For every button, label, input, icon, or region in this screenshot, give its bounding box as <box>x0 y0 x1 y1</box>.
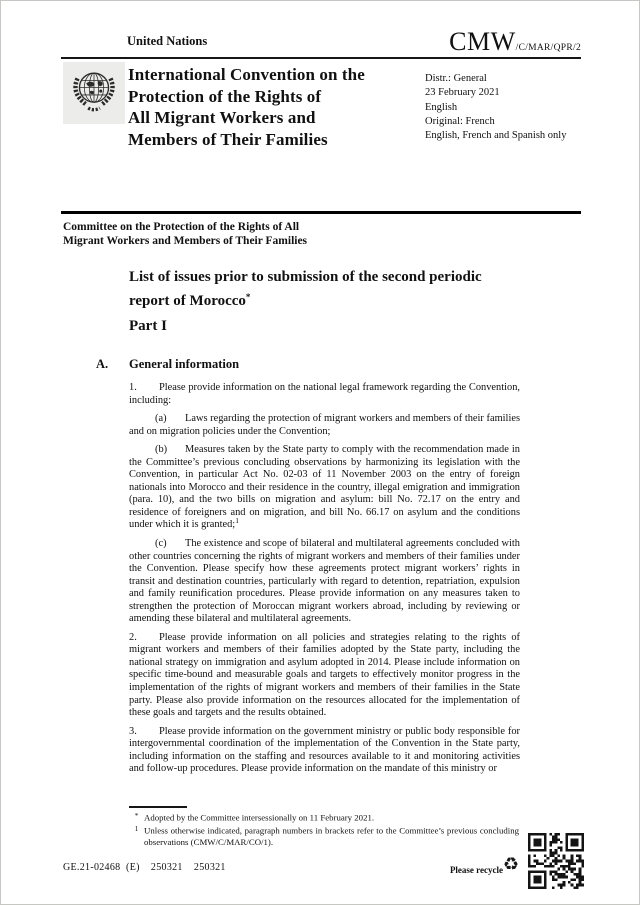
paragraph-text: Measures taken by the State party to comply with the recommendation made in the Committee’s previous concluding observations by harmonizing its legislation with the Convention, in particular Act No. 02-03 of 11 November 2003 on the entry of foreign nationals into Morocco and their residence in the country, illegal emigration and immigration (para. 10), and the two bills on migration and asylum: bill No. 72.17 on the entry and residence of foreigners and on migration, and bill No. 66.17 on asylum and the conditions under which it is granted; <box>129 444 520 531</box>
convention-title-line: International Convention on the <box>128 65 365 84</box>
paragraph-3 <box>129 726 520 776</box>
paragraph-number: (b) <box>155 444 168 456</box>
paragraph-2 <box>129 632 520 720</box>
section-label: A. <box>96 357 109 371</box>
committee-heading <box>63 220 307 248</box>
paragraph-text: Please provide information on the national legal framework regarding the Convention, including: <box>129 382 520 406</box>
convention-title-line: Members of Their Families <box>128 129 328 149</box>
footnote-marker: * <box>134 812 139 820</box>
availability-line: English, French and Spanish only <box>425 130 567 142</box>
qr-code <box>528 833 584 889</box>
section-rule <box>61 211 581 214</box>
part-heading: Part I <box>129 318 167 334</box>
footnote-asterisk <box>129 811 519 824</box>
paragraph-text: Please provide information on all policies and strategies relating to the rights of migrant workers and members of their families adopted by the State party, including the national strategy on immigration and asylum adopted in 2014. Please include information on specific time-bound and measurable goals and targets to effectively monitor progress in the implementation of the rights of migrant workers and members of their families in the State party. Please also provide information on the resources allocated for the implementation of these goals and targets and the results obtained. <box>129 631 520 719</box>
paragraph-text: Please provide information on the government ministry or public body responsible for intergovernmental coordination of the implementation of the Convention in the State party, including information on the staffing and resources available to it and monitoring activities and follow-up procedures. Please provide information on the mandate of this ministry or <box>129 725 520 775</box>
subparagraph-c <box>129 538 520 626</box>
footnote-reference: 1 <box>235 516 239 526</box>
paragraph-text: The existence and scope of bilateral and multilateral agreements concluded with other countries concerning the rights of migrant workers and members of their families under the Convention. Please specify how these agreements protect migrant workers’ rights in transit and destination countries, particularly with regard to detention, repatriation, expulsion and family reunification procedures. Please provide information on any measures taken to strengthen the protection of Moroccan migrant workers abroad, including by reviewing or amending these bilateral and multilateral agreements. <box>129 538 520 625</box>
paragraph-number: (a) <box>155 413 167 425</box>
title-footnote-marker: * <box>245 291 251 302</box>
committee-line: Committee on the Protection of the Rights of All <box>63 221 300 233</box>
footnote-text: Unless otherwise indicated, paragraph numbers in brackets refer to the Committee’s previous concluding observations (CMW/C/MAR/CO/1). <box>144 825 519 847</box>
paragraph-number: 1. <box>129 382 137 393</box>
paragraph-number: 2. <box>129 631 137 643</box>
section-heading <box>96 357 239 372</box>
subparagraph-a <box>129 413 520 438</box>
subparagraph-b <box>129 444 520 532</box>
recycle-icon: ♻ <box>503 854 520 875</box>
document-title <box>129 268 507 311</box>
original-language-line: Original: French <box>425 115 495 127</box>
convention-title-line: All Migrant Workers and <box>128 108 316 127</box>
job-number: GE.21-02468 (E) 250321 250321 <box>63 862 226 873</box>
footnote-marker: 1 <box>134 824 139 833</box>
paragraph-1 <box>129 382 520 407</box>
date-line: 23 February 2021 <box>425 87 500 99</box>
footnotes-block <box>129 811 519 848</box>
language-line: English <box>425 101 458 113</box>
document-symbol <box>449 27 581 57</box>
document-title-text: List of issues prior to submission of the second periodic report of Morocco <box>129 269 482 309</box>
qr-code-graphic <box>528 833 584 889</box>
please-recycle-label: Please recycle <box>449 865 503 875</box>
body-text <box>129 382 520 806</box>
symbol-sub: /C/MAR/QPR/2 <box>515 43 581 53</box>
distribution-block <box>425 72 566 143</box>
convention-title-line: Protection of the Rights of <box>128 86 322 106</box>
committee-line: Migrant Workers and Members of Their Families <box>63 235 308 247</box>
footnote-1 <box>129 824 519 848</box>
convention-title <box>128 64 365 150</box>
paragraph-number: (c) <box>155 538 167 550</box>
header-rule <box>61 57 581 59</box>
un-emblem-graphic <box>63 62 125 124</box>
paragraph-number: 3. <box>129 725 137 737</box>
footnote-separator <box>129 806 187 808</box>
symbol-main: CMW <box>449 27 516 56</box>
paragraph-text: Laws regarding the protection of migrant workers and members of their families and on migration policies under the Convention; <box>129 413 520 437</box>
united-nations-label: United Nations <box>127 34 208 48</box>
footnote-text: Adopted by the Committee intersessionally on 11 February 2021. <box>144 812 375 823</box>
distribution-line: Distr.: General <box>425 73 487 84</box>
section-title: General information <box>129 357 240 371</box>
un-emblem-icon <box>63 62 125 124</box>
